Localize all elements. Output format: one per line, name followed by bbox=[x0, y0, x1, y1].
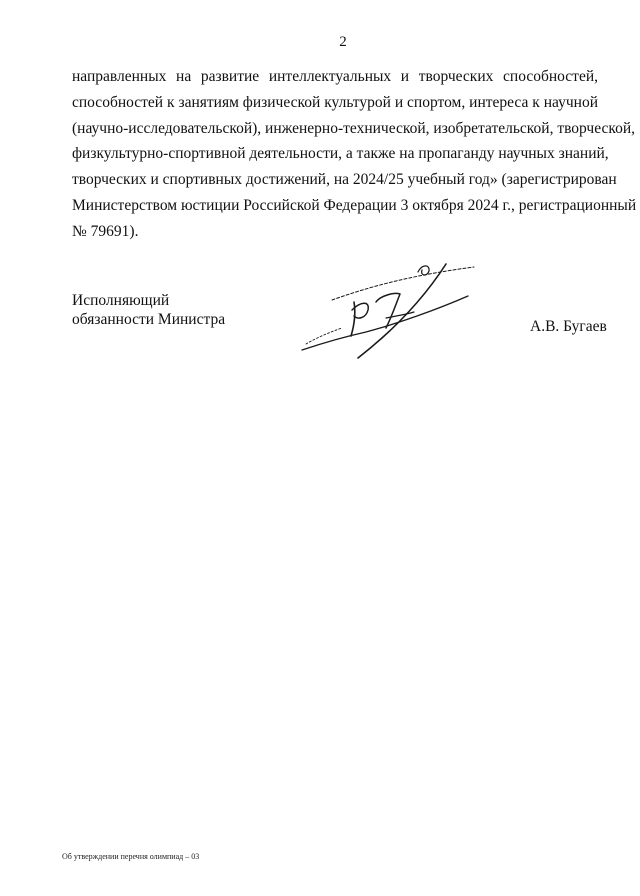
signatory-title-line: обязанности Министра bbox=[72, 311, 226, 328]
body-paragraph bbox=[72, 64, 637, 245]
body-line: (научно-исследовательской), инженерно-технической, изобретательской, творческой, bbox=[72, 119, 636, 137]
body-line: физкультурно-спортивной деятельности, а также на пропаганду научных знаний, bbox=[72, 145, 609, 163]
signatory-title-line: Исполняющий bbox=[72, 292, 170, 309]
body-line: способностей к занятиям физической культурой и спортом, интереса к научной bbox=[72, 93, 598, 111]
signatory-title bbox=[72, 291, 225, 329]
body-line: Министерством юстиции Российской Федерации 3 октября 2024 г., регистрационный bbox=[72, 196, 637, 214]
footer-note: Об утверждении перечня олимпиад – 03 bbox=[62, 852, 200, 861]
body-line: направленных на развитие интеллектуальных и творческих способностей, bbox=[72, 68, 598, 85]
handwritten-signature bbox=[296, 258, 482, 362]
signatory-name: А.В. Бугаев bbox=[530, 318, 607, 335]
page-number: 2 bbox=[339, 34, 347, 50]
body-line: творческих и спортивных достижений, на 2024/25 учебный год» (зарегистрирован bbox=[72, 171, 617, 189]
body-line: № 79691). bbox=[72, 222, 139, 240]
